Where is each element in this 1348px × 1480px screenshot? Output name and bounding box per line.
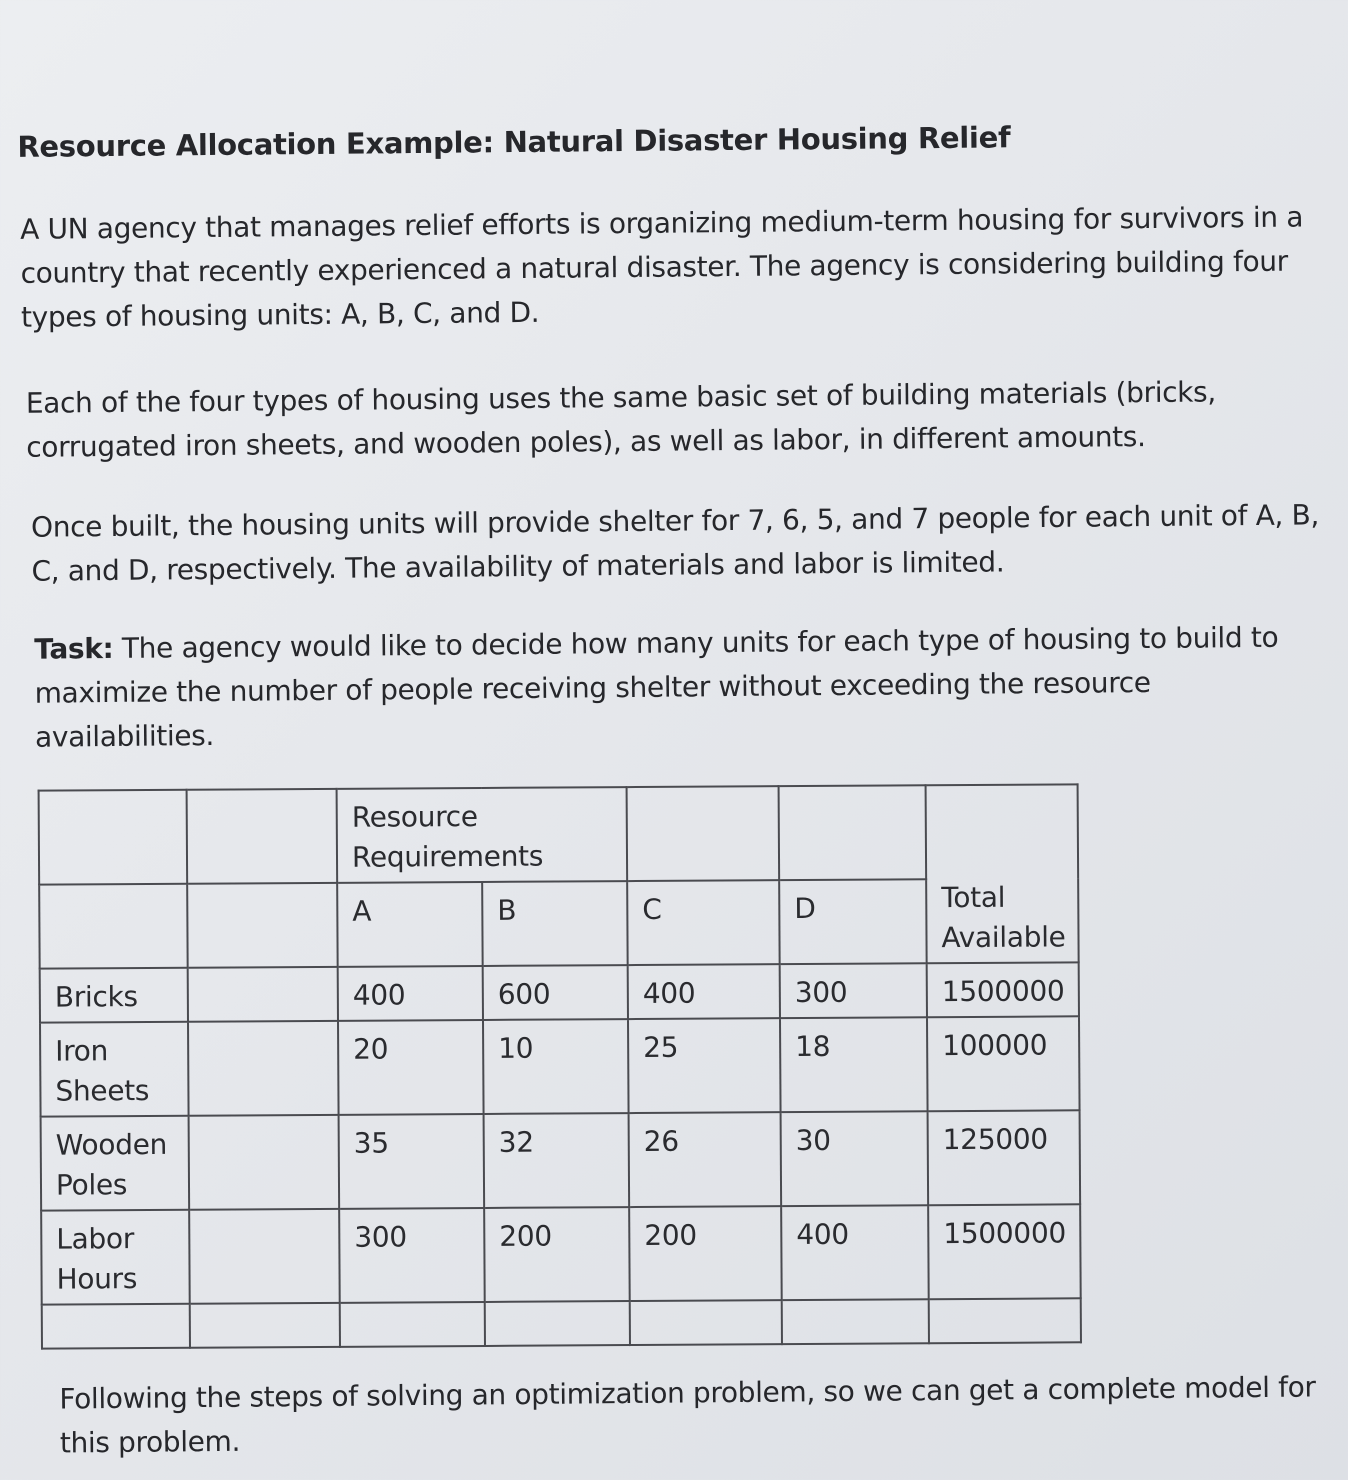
table-cell [189, 1115, 340, 1210]
value-cell: 400 [781, 1205, 929, 1300]
column-header-a: A [337, 882, 483, 967]
table-cell [926, 784, 1079, 963]
page-title: Resource Allocation Example: Natural Disaster Housing Relief [17, 120, 1011, 164]
table-header-row [39, 784, 1079, 884]
value-cell: 400 [338, 966, 483, 1021]
task-text: The agency would like to decide how many units for each type of housing to build to maximize the number of people receiving shelter without exceeding the resource availabilities. [34, 620, 1279, 754]
table-cell [630, 1300, 782, 1345]
table-cell [627, 786, 780, 881]
value-cell: 200 [484, 1207, 630, 1302]
value-cell: 26 [629, 1112, 782, 1207]
table-cell [187, 789, 338, 884]
task-label: Task: [34, 631, 114, 666]
table-row [40, 962, 1079, 1022]
value-cell: 400 [628, 964, 780, 1019]
value-cell: 18 [780, 1017, 928, 1112]
value-cell: 600 [483, 965, 628, 1020]
total-cell: 125000 [928, 1110, 1081, 1205]
table-cell [779, 785, 927, 880]
value-cell: 32 [484, 1113, 630, 1208]
total-cell: 1500000 [927, 962, 1079, 1017]
value-cell: 300 [339, 1208, 485, 1303]
table-cell [187, 883, 338, 968]
row-label: Wooden Poles [41, 1116, 190, 1211]
value-cell: 25 [628, 1018, 781, 1113]
column-header-b: B [482, 881, 628, 966]
value-cell: 30 [781, 1111, 929, 1206]
row-label: Iron Sheets [40, 1022, 189, 1117]
materials-paragraph: Each of the four types of housing uses the same basic set of building materials (bricks, corrugated iron sheets, and wooden poles), as well as labor, in different amounts. [25, 375, 1217, 464]
table-cell [189, 1209, 340, 1304]
column-header-d: D [779, 879, 927, 964]
table-row [41, 1110, 1081, 1210]
row-label: Bricks [40, 968, 188, 1023]
table-cell [188, 967, 338, 1022]
value-cell: 300 [780, 963, 927, 1018]
table-cell [39, 790, 188, 885]
table-cell [340, 1302, 485, 1347]
table-cell [42, 1304, 190, 1349]
table-row [40, 1016, 1080, 1116]
table-cell [782, 1299, 929, 1344]
shelter-paragraph: Once built, the housing units will provide shelter for 7, 6, 5, and 7 people for each unit of A, B, C, and D, respectively. The availability of materials and labor is limited. [30, 498, 1320, 588]
table-cell [485, 1301, 630, 1346]
column-header-c: C [627, 880, 780, 965]
value-cell: 200 [629, 1206, 782, 1301]
total-cell: 100000 [927, 1016, 1080, 1111]
value-cell: 20 [338, 1020, 484, 1115]
empty-row [42, 1298, 1081, 1348]
closing-paragraph: Following the steps of solving an optimization problem, so we can get a complete model for this problem. [59, 1370, 1316, 1460]
resource-requirements-header: Resource Requirements [337, 787, 628, 883]
table-row [41, 1204, 1081, 1304]
total-cell: 1500000 [928, 1204, 1081, 1299]
table-cell [929, 1298, 1081, 1343]
intro-paragraph: A UN agency that manages relief efforts is organizing medium-term housing for survivors in a country that recently experienced a natural disaster. The agency is considering building four types of housing units: A, B, C, and D. [20, 200, 1304, 334]
table-cell [190, 1303, 340, 1348]
resource-table [38, 783, 1082, 1349]
row-label: Labor Hours [41, 1210, 190, 1305]
task-paragraph [34, 615, 1325, 759]
column-header-row [39, 878, 1079, 968]
table-cell [39, 884, 188, 969]
value-cell: 10 [483, 1019, 629, 1114]
total-available-header: Total Available [941, 880, 1066, 955]
value-cell: 35 [339, 1114, 485, 1209]
table-cell [188, 1021, 339, 1116]
